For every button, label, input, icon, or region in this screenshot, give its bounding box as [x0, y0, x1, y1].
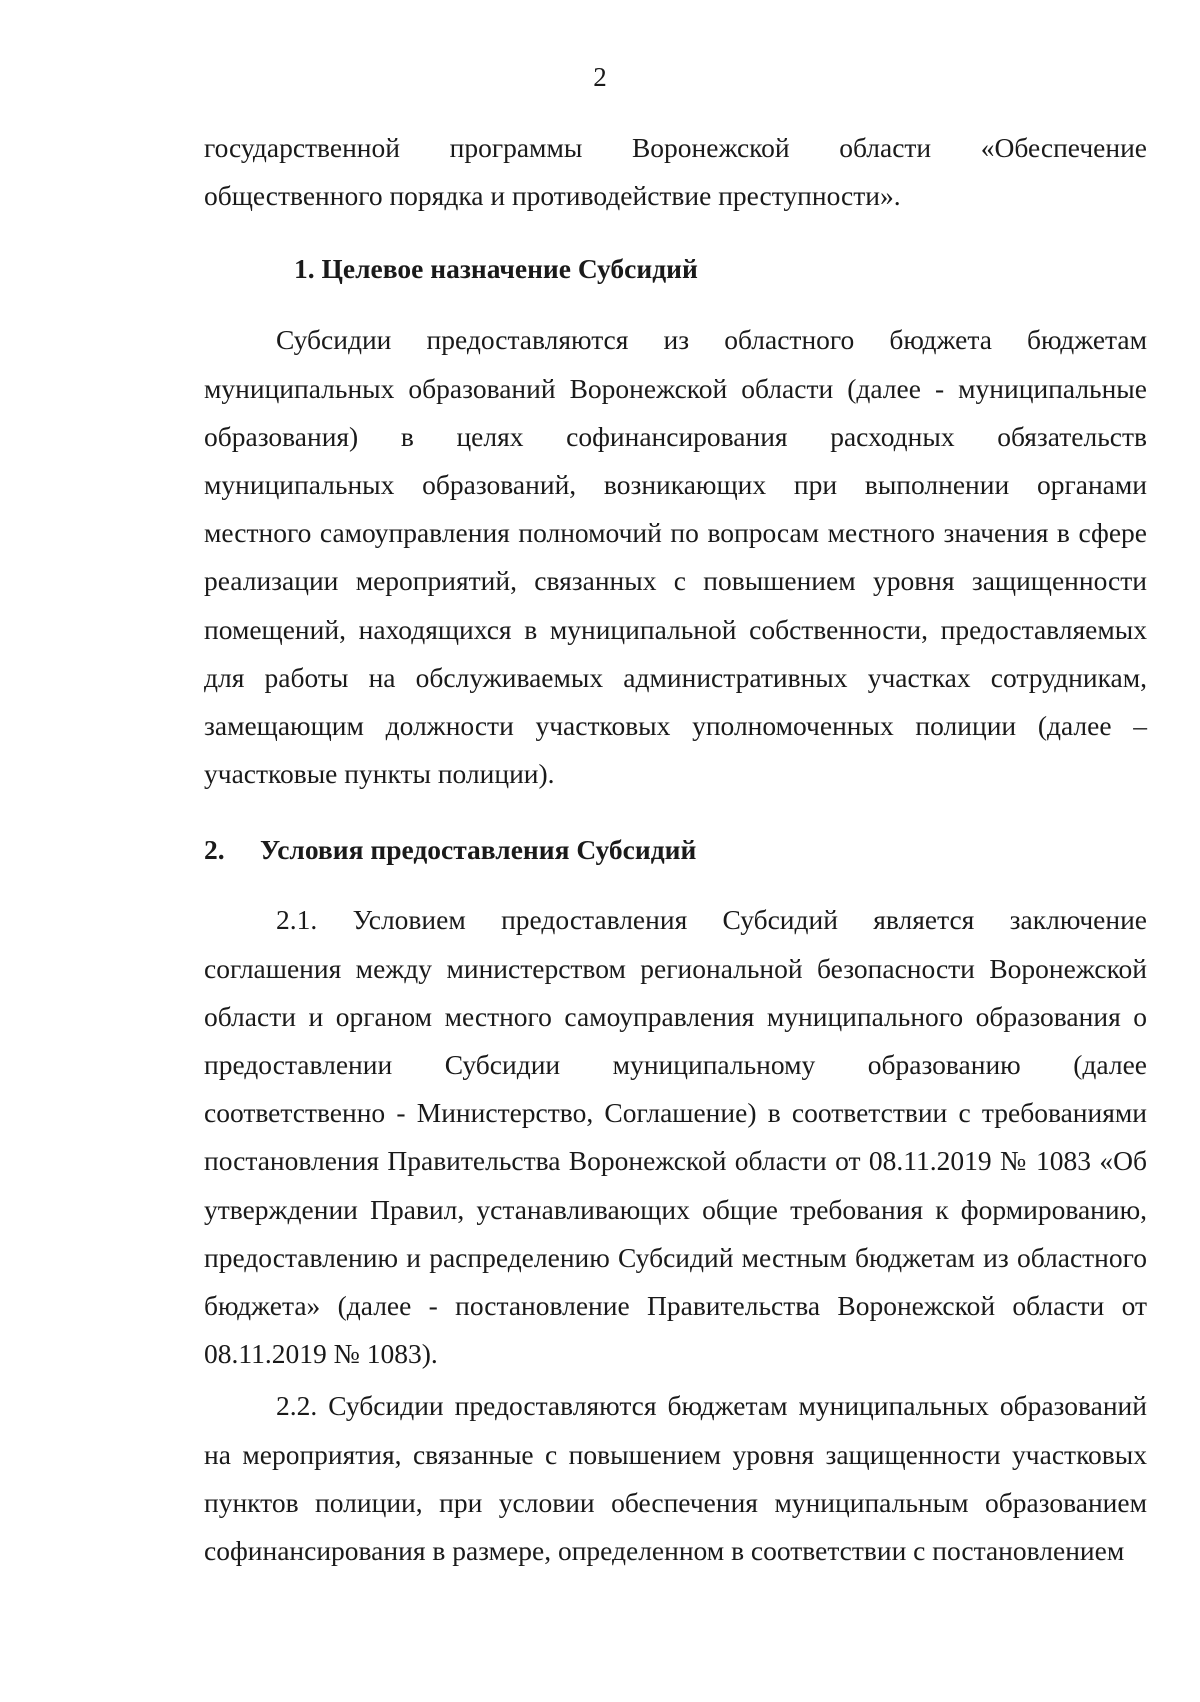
- section-2-heading-number: 2.: [204, 834, 225, 866]
- page-number: 2: [593, 62, 607, 92]
- document-body: [204, 124, 1147, 1575]
- paragraph-2-1: 2.1. Условием предоставления Субсидий является заключение соглашения между министерством региональной безопасности Воронежской области и органом местного самоуправления муниципального образования о предоставлении Субсидии муниципальному образованию (далее соответственно - Министерство, Соглашение) в соответствии с требованиями постановления Правительства Воронежской области от 08.11.2019 № 1083 «Об утверждении Правил, устанавливающих общие требования к формированию, предоставлению и распределению Субсидий местным бюджетам из областного бюджета» (далее - постановление Правительства Воронежской области от 08.11.2019 № 1083).: [204, 904, 1147, 1370]
- section-1-paragraph: Субсидии предоставляются из областного бюджета бюджетам муниципальных образований Воронежской области (далее - муниципальные образования) в целях софинансирования расходных обязательств муниципальных образований, возникающих при выполнении органами местного самоуправления полномочий по вопросам местного значения в сфере реализации мероприятий, связанных с повышением уровня защищенности помещений, находящихся в муниципальной собственности, предоставляемых для работы на обслуживаемых административных участках сотрудникам, замещающим должности участковых уполномоченных полиции (далее – участковые пункты полиции).: [204, 324, 1147, 790]
- section-1-heading: 1. Целевое назначение Субсидий: [294, 253, 698, 285]
- section-2-heading-text: Условия предоставления Субсидий: [260, 834, 697, 866]
- section-2-heading: [204, 826, 1147, 874]
- paragraph-2-2: 2.2. Субсидии предоставляются бюджетам муниципальных образований на мероприятия, связанные с повышением уровня защищенности участковых пунктов полиции, при условии обеспечения муниципальным образованием софинансирования в размере, определенном в соответствии с постановлением: [204, 1390, 1147, 1567]
- intro-paragraph: государственной программы Воронежской области «Обеспечение общественного порядка и противодействие преступности».: [204, 132, 1147, 212]
